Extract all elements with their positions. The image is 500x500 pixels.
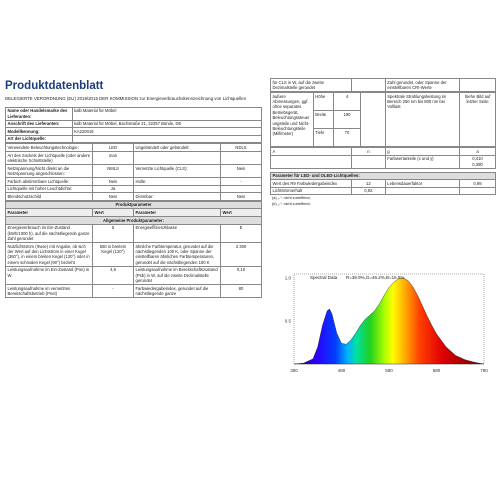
type-value: NMLS xyxy=(93,164,134,177)
type-value: Ja xyxy=(93,185,134,193)
param-value: n xyxy=(352,148,386,156)
dimension-name: Breite xyxy=(313,111,333,129)
parameters-table xyxy=(5,201,262,298)
chromaticity-value: 0,410 0,390 xyxy=(460,155,496,168)
table-row xyxy=(271,187,496,195)
supplier-value: KA220016 xyxy=(72,128,261,136)
dimension-spacer xyxy=(361,93,386,147)
param-label: Energieeffizienzklasse xyxy=(133,224,220,242)
supplier-table xyxy=(5,107,262,144)
supplier-value xyxy=(72,135,261,143)
table-row xyxy=(6,128,262,136)
param-value: 80 xyxy=(221,285,262,298)
param-label: Energieverbrauch im Ein-Zustand (kWh/1000 h), auf die nächstliegende ganze Zahl gerundet xyxy=(6,224,93,242)
param-label: Lebensdauerfaktor xyxy=(385,180,459,188)
supplier-label: Art der Lichtquelle: xyxy=(6,135,73,143)
dimensions-label: äußere Abmessungen, ggf. ohne separates Betriebsgerät, Beleuchtungssteuerungsteile und Nicht-Beleuchtungsteile (Millimeter) xyxy=(271,93,314,147)
dimension-name: Höhe xyxy=(313,93,333,111)
type-label: Lichtquelle mit hoher Leuchtdichte: xyxy=(6,185,93,193)
table-row xyxy=(6,151,262,164)
type-label: Art des Sockels der Lichtquelle (oder andere elektrische Schnittstelle) xyxy=(6,151,93,164)
left-column xyxy=(5,80,262,298)
type-label: Ungebündelt oder gebündelt: xyxy=(133,144,220,152)
chart-title: Spectral Data xyxy=(310,275,338,280)
type-label: Blendschutzschild xyxy=(6,193,93,201)
general-params-title: Allgemeine Produktparameter: xyxy=(6,216,262,224)
type-value: Nein xyxy=(93,177,134,185)
table-row xyxy=(271,180,496,188)
type-value: Nein xyxy=(93,193,134,201)
led-params-table xyxy=(270,172,496,196)
x-tick-label: 680 xyxy=(432,368,441,373)
table-row xyxy=(271,93,496,111)
param-value: 0,92 xyxy=(352,187,386,195)
param-value: - xyxy=(93,285,134,298)
type-label: Vernetzte Lichtquelle (CLS): xyxy=(133,164,220,177)
param-label: Zahl gerundet, oder Spanne der einstellbaren CRI-Werte xyxy=(385,79,459,92)
table-row xyxy=(6,285,262,298)
table-row xyxy=(271,155,496,168)
chart-annotation: R=38.9%,G=46.2%,B=15.5% xyxy=(346,275,405,280)
supplier-label: Modellkennung: xyxy=(6,128,73,136)
table-row xyxy=(271,79,496,92)
type-value: man xyxy=(93,151,134,164)
dimension-name: Tiefe xyxy=(313,129,333,147)
lightsource-type-table xyxy=(5,143,262,200)
spectral-chart-svg xyxy=(272,268,497,378)
table-row xyxy=(6,164,262,177)
param-label xyxy=(271,155,352,168)
param-label: Nutzlichtstrom (Φuse) mit Angabe, ob sich der Wert auf den Lichtstrom in einer Kugel (360°), in einem breiten Kegel (120°) oder in einem schmalen Kegel (90°) bezieht xyxy=(6,242,93,266)
type-label: Verwendete Beleuchtungstechnologie: xyxy=(6,144,93,152)
params-title: Produktparameter xyxy=(6,201,262,209)
table-row xyxy=(6,135,262,143)
table-row xyxy=(6,185,262,193)
param-value: E xyxy=(221,224,262,242)
type-value: - xyxy=(221,177,262,185)
supplier-label: Name oder Handelsmarke des Lieferanten: xyxy=(6,107,73,120)
param-label xyxy=(352,155,386,168)
spectral-param-label: Spektrale Strahlungsleistung im Bereich 250 nm bis 800 nm bei Volllast xyxy=(385,93,459,147)
equivalence-table xyxy=(270,147,496,169)
param-value: 4,6 xyxy=(93,266,134,284)
right-top-table xyxy=(270,78,496,92)
type-label: Hülle: xyxy=(133,177,220,185)
param-value: 5 xyxy=(93,224,134,242)
param-value: 550 in breitem Kegel (120°) xyxy=(93,242,134,266)
x-tick-label: 380 xyxy=(290,368,298,373)
table-row xyxy=(6,177,262,185)
x-tick-label: 480 xyxy=(337,368,346,373)
footnote-b: (b) „-“: nicht zutreffend; xyxy=(272,202,311,207)
param-label: Leistungsaufnahme im Bereitschaftszustand (Psb) in W, auf die zweite Dezimalstelle gerundet xyxy=(133,266,220,284)
param-value: 0,98 xyxy=(460,180,496,188)
spectral-param-value: Siehe Bild auf letzter Seite xyxy=(460,93,496,147)
footnote-a: (a) „-“: nicht zutreffend; xyxy=(272,196,311,201)
table-row xyxy=(6,242,262,266)
type-value: Nein xyxy=(221,164,262,177)
y-tick-label: 1.0 xyxy=(284,275,291,281)
right-column xyxy=(270,78,496,207)
param-value xyxy=(460,79,496,92)
param-value: 12 xyxy=(352,180,386,188)
led-params-title: Parameter für LED- und OLED-Lichtquellen: xyxy=(271,172,496,180)
column-header: Wert xyxy=(221,209,262,217)
param-label: g xyxy=(385,148,459,156)
param-label: ähnliche Farbtemperatur, gerundet auf die nächstliegenden 100 K, oder Spanne der einstellbaren ähnlichen Farbtemperaturen, gerundet auf die nächstliegenden 100 K xyxy=(133,242,220,266)
param-label: für CLS in W, auf die zweite Dezimalstelle gerundet xyxy=(271,79,352,92)
param-label: A xyxy=(271,148,352,156)
param-value: 3 300 xyxy=(221,242,262,266)
supplier-value: kalb Material für Möbel, Bachstraße 21, 32257 Bünde, DE xyxy=(72,120,261,128)
column-header: Parameter xyxy=(133,209,220,217)
param-label: Farbwiedergabeindex, gerundet auf die nächstliegende ganze xyxy=(133,285,220,298)
column-header: Wert xyxy=(93,209,134,217)
table-row xyxy=(6,107,262,120)
type-label: Netzspannung/Nicht direkt an die Netzspannung angeschlossen: xyxy=(6,164,93,177)
table-row xyxy=(6,120,262,128)
supplier-value: kalb Material für Möbel xyxy=(72,107,261,120)
dimension-value: 4 xyxy=(334,93,361,111)
regulation-subtitle: DELEGIERTE VERORDNUNG (EU) 2019/2015 DER KOMMISSION zur Energieverbrauchskennzeichnung von Lichtquellen xyxy=(5,96,247,101)
param-label: Farbwertanteile (x und y) xyxy=(385,155,459,168)
type-value: NDLS xyxy=(221,144,262,152)
type-value: Nein xyxy=(221,193,262,201)
type-value: LED xyxy=(93,144,134,152)
type-label: Dimmbar: xyxy=(133,193,220,201)
x-tick-label: 580 xyxy=(385,368,393,373)
type-label: Farbich abstimmbare Lichtquelle: xyxy=(6,177,93,185)
param-value xyxy=(352,79,386,92)
type-value xyxy=(221,151,262,164)
dimension-value: 70 xyxy=(334,129,361,147)
table-row xyxy=(271,148,496,156)
table-row xyxy=(6,193,262,201)
params-header-row xyxy=(6,209,262,217)
y-tick-label: 0.5 xyxy=(284,318,291,324)
column-header: Parameter xyxy=(6,209,93,217)
param-label xyxy=(385,187,459,195)
spectral-chart xyxy=(272,268,497,378)
dimensions-table xyxy=(270,92,496,147)
param-label: Leistungsaufnahme im vernetzten Bereitschaftsbetrieb (Pnet) xyxy=(6,285,93,298)
type-label xyxy=(133,185,220,193)
type-label xyxy=(133,151,220,164)
table-row xyxy=(6,224,262,242)
dimension-value: 190 xyxy=(334,111,361,129)
param-value: 0,10 xyxy=(221,266,262,284)
supplier-label: Anschrift des Lieferanten: xyxy=(6,120,73,128)
table-row xyxy=(6,266,262,284)
type-value xyxy=(221,185,262,193)
param-label: Leistungsaufnahme im Ein-Zustand (Pon) in W xyxy=(6,266,93,284)
param-label: Lichtstromerhalt xyxy=(271,187,352,195)
param-value xyxy=(460,187,496,195)
x-tick-label: 780 xyxy=(480,368,488,373)
table-row xyxy=(6,144,262,152)
param-value: a xyxy=(460,148,496,156)
page-title: Produktdatenblatt xyxy=(5,80,104,92)
param-label: Wert des R9 Farbwiedergabeindex xyxy=(271,180,352,188)
